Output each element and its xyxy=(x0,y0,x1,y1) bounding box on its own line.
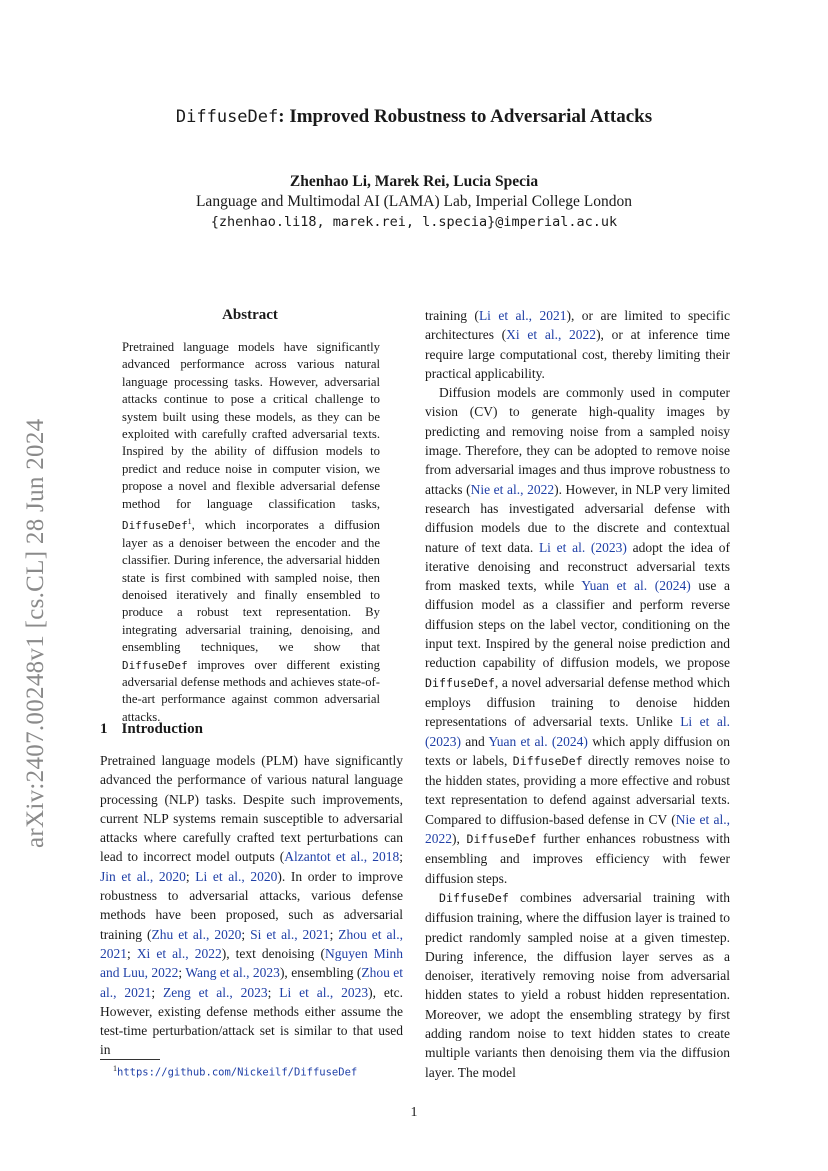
footnote xyxy=(113,1064,357,1079)
body-text: combines adversarial training with diffusion training, where the diffusion layer is trained to predict randomly sampled noise at a given timestep. During inference, the diffusion layer serves as a denoiser, iteratively removing noise from adversarial hidden states to yield a robust hidden representation. Moreover, we adopt the ensembling strategy by first adding random noise to text hidden states to create multiple variants then denoising them via the diffusion layer. The model xyxy=(425,889,730,1080)
paper-title xyxy=(0,106,828,128)
footnote-marker: 1 xyxy=(187,517,192,527)
section-title: Introduction xyxy=(121,721,203,737)
author-names: Zhenhao Li, Marek Rei, Lucia Specia xyxy=(289,173,539,190)
citation-link[interactable]: Li et al., 2023 xyxy=(279,984,369,1000)
body-text: adopt the idea of iterative denoising and reconstruct adversarial texts from masked texts, while xyxy=(425,539,730,594)
body-text: training ( xyxy=(425,308,479,323)
body-text: , a novel adversarial defense method which employs diffusion training to denoise hidden representations of adversarial texts. Unlike xyxy=(425,674,730,730)
page-number: 1 xyxy=(410,1105,418,1120)
paragraph xyxy=(425,888,730,1082)
body-text: ). In order to improve robustness to adversarial attacks, various defense methods have been proposed, such as adversarial training ( xyxy=(100,868,403,942)
author-emails: {zhenhao.li18, marek.rei, l.specia}@imperial.ac.uk xyxy=(210,214,618,230)
body-text: ), or are limited to specific architectures ( xyxy=(425,308,730,343)
body-text: ). However, in NLP very limited research has investigated adversarial defense with diffusion models due to the discrete and contextual nature of text data. xyxy=(425,481,730,555)
method-name: DiffuseDef xyxy=(512,753,583,768)
method-name: DiffuseDef xyxy=(466,832,537,847)
body-text: ), xyxy=(452,831,467,847)
abstract-text: , which incorporates a diffusion layer as a denoiser between the encoder and the classifier. During inference, the adversarial hidden state is first combined with sampled noise, then denoised iteratively and finally ensembled to produce a robust text representation. By integrating adversarial training, denoising, and ensembling techniques, we show that xyxy=(122,518,380,655)
paragraph xyxy=(425,306,730,383)
body-text: ), or at inference time require large computational cost, thereby limiting their practical applicability. xyxy=(425,327,730,381)
footnote-url-link[interactable]: https://github.com/Nickeilf/DiffuseDef xyxy=(117,1066,358,1079)
arxiv-identifier: arXiv:2407.00248v1 [cs.CL] 28 Jun 2024 xyxy=(22,418,49,848)
citation-link[interactable]: Li et al. (2023) xyxy=(425,714,731,749)
citation-link[interactable]: Li et al., 2021 xyxy=(478,308,567,323)
body-text: ), ensembling ( xyxy=(279,965,362,981)
body-text: use a diffusion model as a classifier and perform reverse diffusion steps on the label vector, conditioning on the input text. Inspired by the general noise prediction and reduction capability of diffusion models, we propose xyxy=(425,578,730,671)
abstract-text: improves over different existing adversarial defense methods and achieves state-of-the-art performance against common adversarial attacks. xyxy=(122,657,380,724)
section-heading-introduction xyxy=(100,721,203,738)
citation-link[interactable]: Zhou et al., 2021 xyxy=(100,965,403,1000)
body-text: directly removes noise to the hidden states, providing a more effective and robust text representation to defend against adversarial texts. Compared to diffusion-based defense in CV ( xyxy=(425,752,730,827)
citation-link[interactable]: Alzantot et al., 2018 xyxy=(284,849,400,865)
citation-link[interactable]: Zhu et al., 2020 xyxy=(151,926,242,942)
citation-link[interactable]: Li et al. (2023) xyxy=(538,539,627,555)
intro-column-right xyxy=(425,306,730,1082)
paragraph xyxy=(425,383,730,888)
body-text: which apply diffusion on texts or labels, xyxy=(425,733,730,768)
abstract-text: Pretrained language models have significantly advanced performance across various natural language processing tasks. However, adversarial attacks continue to pose a critical challenge to system built using these models, as they can be exploited with carefully crafted adversarial texts. Inspired by the ability of diffusion models to predict and reduce noise in computer vision, we propose a novel and flexible adversarial defense method for language classification tasks, xyxy=(122,340,380,511)
method-name: DiffuseDef xyxy=(425,675,495,690)
body-text: and xyxy=(461,733,489,749)
body-text: ), text denoising ( xyxy=(221,945,325,961)
citation-link[interactable]: Li et al., 2020 xyxy=(195,868,278,884)
author-block xyxy=(0,172,828,232)
affiliation: Language and Multimodal AI (LAMA) Lab, Imperial College London xyxy=(195,193,633,210)
citation-link[interactable]: Yuan et al. (2024) xyxy=(581,578,691,594)
footnote-number: 1 xyxy=(113,1064,117,1073)
citation-link[interactable]: Yuan et al. (2024) xyxy=(488,733,588,749)
citation-link[interactable]: Zhou et al., 2021 xyxy=(100,926,403,961)
abstract-body xyxy=(122,339,380,726)
citation-link[interactable]: Jin et al., 2020 xyxy=(100,868,186,884)
method-name: DiffuseDef xyxy=(122,519,188,533)
body-text: Pretrained language models (PLM) have significantly advanced the performance of various natural language processing (NLP) tasks. Despite such improvements, current NLP systems remain susceptible to adversarial attacks where carefully crafted text perturbations can lead to incorrect model outputs ( xyxy=(100,753,403,865)
body-text: ), etc. However, existing defense methods either assume the test-time perturbation/attack set is similar to that used in xyxy=(100,984,403,1058)
footnote-divider xyxy=(100,1059,160,1060)
intro-column-left: Pretrained language models (PLM) have significantly advanced the performance of various natural language processing (NLP) tasks. Despite such improvements, current NLP systems remain susceptible to adversarial attacks where carefully crafted text perturbations can lead to incorrect model outputs (Alzantot et al., 2018; Jin et al., 2020; Li et al., 2020). In order to improve robustness to adversarial attacks, various defense methods have been proposed, such as adversarial training (Zhu et al., 2020; Si et al., 2021; Zhou et al., 2021; Xi et al., 2022), text denoising (Nguyen Minh and Luu, 2022; Wang et al., 2023), ensembling (Zhou et al., 2021; Zeng et al., 2023; Li et al., 2023), etc. However, existing defense methods either assume the test-time perturbation/attack set is similar to that used in xyxy=(100,753,403,1058)
abstract-heading: Abstract xyxy=(222,307,278,323)
citation-link[interactable]: Nie et al., 2022 xyxy=(425,811,730,847)
title-text: : Improved Robustness to Adversarial Attacks xyxy=(278,106,653,127)
body-text: Diffusion models are commonly used in computer vision (CV) to generate high-quality images by predicting and removing noise from a sampled noisy image. Therefore, they can be adopted to remove noise from adversarial images and thus improve robustness to attacks ( xyxy=(425,385,730,497)
body-text: further enhances robustness with ensembling and improves efficiency with fewer diffusion steps. xyxy=(425,831,731,886)
citation-link[interactable]: Si et al., 2021 xyxy=(250,926,330,942)
citation-link[interactable]: Nguyen Minh and Luu, 2022 xyxy=(100,945,403,981)
method-name: DiffuseDef xyxy=(439,890,509,905)
citation-link[interactable]: Xi et al., 2022 xyxy=(136,945,222,961)
title-method-name: DiffuseDef xyxy=(175,107,279,127)
citation-link[interactable]: Nie et al., 2022 xyxy=(470,481,555,497)
citation-link[interactable]: Zeng et al., 2023 xyxy=(163,984,268,1000)
citation-link[interactable]: Wang et al., 2023 xyxy=(185,965,280,981)
section-number: 1 xyxy=(100,721,108,737)
citation-link[interactable]: Xi et al., 2022 xyxy=(506,327,597,343)
method-name: DiffuseDef xyxy=(122,658,188,672)
